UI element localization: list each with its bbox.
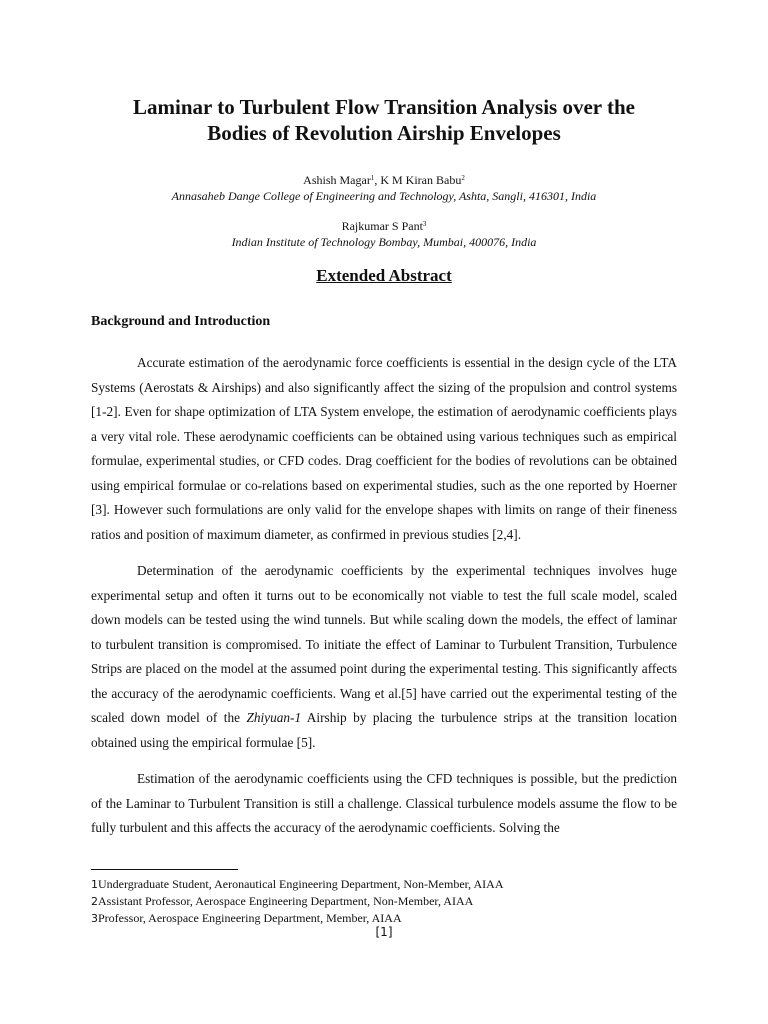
footnote-number: 1	[91, 878, 98, 891]
paper-page	[91, 94, 677, 840]
footnote-1	[91, 876, 677, 893]
page-number: [1]	[375, 925, 393, 939]
footnote-number: 2	[91, 895, 98, 908]
footnote-divider	[91, 869, 238, 870]
author-name-3: Rajkumar S Pant	[341, 219, 423, 233]
author-name-1: Ashish Magar	[303, 173, 371, 187]
footnote-text: Undergraduate Student, Aeronautical Engineering Department, Non-Member, AIAA	[98, 877, 504, 891]
footnote-text: Assistant Professor, Aerospace Engineering Department, Non-Member, AIAA	[98, 894, 474, 908]
author-separator: ,	[374, 173, 381, 187]
paragraph2-text-start: Determination of the aerodynamic coefficients by the experimental techniques involves huge experimental setup and often it turns out to be economically not viable to test the full scale model, scaled down models can be tested using the wind tunnels. But while scaling down the models, the effect of laminar to turbulent transition is compromised. To initiate the effect of Laminar to Turbulent Transition, Turbulence Strips are placed on the model at the assumed point during the experimental testing. This significantly affects the accuracy of the aerodynamic coefficients. Wang et al.[5] have carried out the experimental testing of the scaled down model of the	[91, 563, 677, 725]
footnote-2	[91, 893, 677, 910]
section-heading: Background and Introduction	[91, 314, 271, 329]
footnotes	[91, 876, 677, 927]
airship-name: Zhiyuan-1	[246, 710, 302, 725]
body-paragraph-2	[91, 559, 677, 755]
extended-abstract-heading: Extended Abstract	[316, 266, 452, 285]
body-paragraph-1: Accurate estimation of the aerodynamic force coefficients is essential in the design cycle of the LTA Systems (Aerostats & Airships) and also significantly affect the sizing of the propulsion and control systems [1-2]. Even for shape optimization of LTA System envelope, the estimation of aerodynamic coefficients plays a very vital role. These aerodynamic coefficients can be obtained using various techniques such as empirical formulae, experimental studies, or CFD codes. Drag coefficient for the bodies of revolutions can be obtained using empirical formulae or co-relations based on experimental studies, such as the one reported by Hoerner [3]. However such formulations are only valid for the envelope shapes with limits on range of their fineness ratios and position of maximum diameter, as confirmed in previous studies [2,4].	[91, 355, 677, 542]
paper-title	[91, 94, 677, 146]
affiliation-1: Annasaheb Dange College of Engineering and Technology, Ashta, Sangli, 416301, India	[171, 189, 597, 203]
paragraph2-text-end: Airship by placing the turbulence strips at the transition location obtained using the empirical formulae [5].	[91, 710, 677, 750]
paper-title-line1: Laminar to Turbulent Flow Transition Analysis over the	[133, 95, 635, 119]
author-sup-3: 3	[422, 220, 427, 228]
author-name-2: K M Kiran Babu	[380, 173, 462, 187]
footnote-number: 3	[91, 912, 98, 925]
paper-title-line2: Bodies of Revolution Airship Envelopes	[207, 121, 561, 145]
footnote-text: Professor, Aerospace Engineering Department, Member, AIAA	[98, 911, 402, 925]
author-sup-2: 2	[461, 174, 465, 182]
body-paragraph-3: Estimation of the aerodynamic coefficients using the CFD techniques is possible, but the prediction of the Laminar to Turbulent Transition is still a challenge. Classical turbulence models assume the flow to be fully turbulent and this affects the accuracy of the aerodynamic coefficients. Solving the	[91, 771, 677, 835]
affiliation-2: Indian Institute of Technology Bombay, Mumbai, 400076, India	[231, 235, 537, 249]
author-block-2	[91, 218, 677, 250]
author-block-1	[91, 172, 677, 204]
author-sup-1: 1	[370, 174, 375, 182]
